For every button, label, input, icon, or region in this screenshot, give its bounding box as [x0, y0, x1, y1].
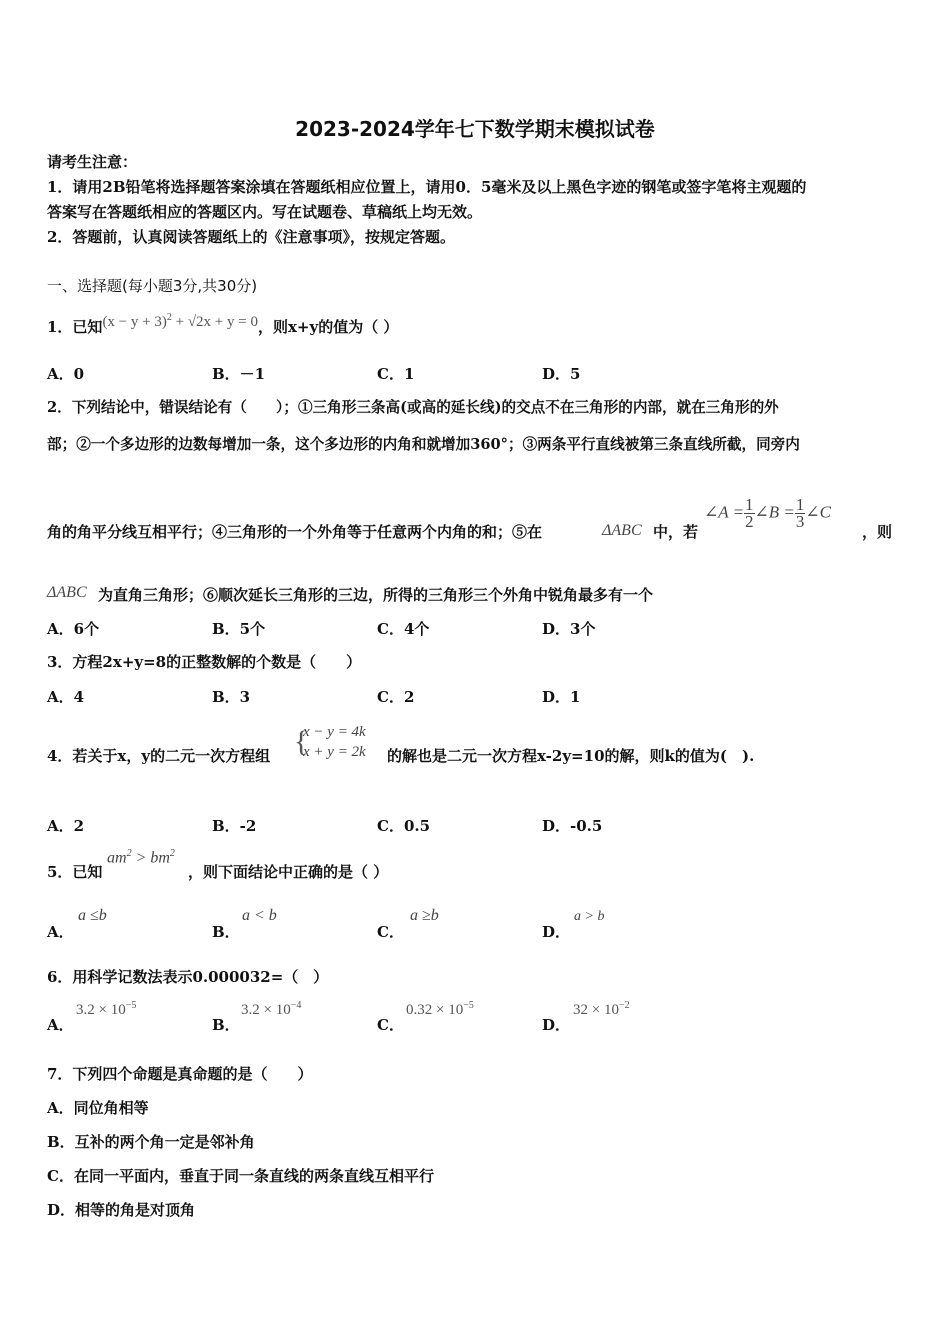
q3-stem: 3．方程2x+y=8的正整数解的个数是（ ） [47, 653, 362, 671]
left-brace-icon: { [294, 725, 309, 758]
q2-line-3-mid: 中，若 [653, 523, 699, 541]
q1-suffix: ，则x+y的值为（ ） [257, 318, 399, 336]
q5-condition: $am^2 > bm^2$ [107, 848, 175, 867]
q2-triangle-label-2: ΔABC [47, 584, 87, 601]
q6-option-d-expr[interactable]: $32 \times 10^{-2}$ [573, 1000, 630, 1018]
q5-option-d-label[interactable]: D． [542, 923, 571, 941]
q2-triangle-label: ΔABC [602, 522, 642, 539]
q2-line-3 [47, 522, 542, 542]
q6-stem: 6．用科学记数法表示0.000032=（ ） [47, 968, 329, 986]
q1-option-d[interactable]: D．5 [542, 365, 581, 383]
q2-option-a[interactable]: A．6个 [47, 620, 100, 638]
q5-option-a-expr[interactable]: a ≤b [78, 907, 107, 924]
q2-option-c[interactable]: C．4个 [377, 620, 430, 638]
q2-option-d[interactable]: D．3个 [542, 620, 596, 638]
q7-stem: 7．下列四个命题是真命题的是（ ） [47, 1065, 313, 1083]
q3-option-b[interactable]: B．3 [212, 688, 251, 706]
q4-suffix: 的解也是二元一次方程x-2y=10的解，则k的值为( ). [387, 747, 755, 765]
notice-heading: 请考生注意： [47, 153, 138, 171]
q4-prefix: 4．若关于x，y的二元一次方程组 [47, 747, 271, 765]
q5-option-d-expr[interactable]: a > b [574, 909, 605, 924]
q1-option-b[interactable]: B．－1 [212, 365, 266, 383]
q4-equation-1: x − y = 4k [303, 724, 366, 740]
q2-line-2: 部；②一个多边形的边数每增加一条，这个多边形的内角和就增加360°；③两条平行直线被第三条直线所截，同旁内 [47, 436, 800, 453]
notice-line-1a: 1．请用2B铅笔将选择题答案涂填在答题纸相应位置上，请用0．5毫米及以上黑色字迹的钢笔或签字笔将主观题的 [47, 178, 807, 196]
q5-option-c-label[interactable]: C． [377, 923, 404, 941]
q3-option-a[interactable]: A．4 [47, 688, 85, 706]
q6-option-b-label[interactable]: B． [212, 1016, 240, 1034]
q5-option-b-expr[interactable]: a < b [242, 907, 277, 924]
q4-option-d[interactable]: D．-0.5 [542, 817, 603, 835]
q6-option-b-expr[interactable]: $3.2 \times 10^{-4}$ [241, 1000, 302, 1018]
q4-option-b[interactable]: B．-2 [212, 817, 257, 835]
q2-option-b[interactable]: B．5个 [212, 620, 266, 638]
q5-suffix: ，则下面结论中正确的是（ ） [188, 863, 389, 881]
question-1 [47, 314, 398, 338]
section-heading: 一、选择题(每小题3分,共30分) [47, 277, 258, 295]
q4-equation-2: x + y = 2k [303, 744, 366, 760]
q4-option-c[interactable]: C．0.5 [377, 817, 431, 835]
page-title: 2023-2024学年七下数学期末模拟试卷 [295, 117, 655, 141]
q1-option-a[interactable]: A．0 [47, 365, 85, 383]
q3-option-d[interactable]: D．1 [542, 688, 581, 706]
q2-line-3-suffix: ，则 [862, 523, 893, 541]
q2-line-3-prefix: 角的角平分线互相平行；④三角形的一个外角等于任意两个内角的和；⑤在 [47, 523, 543, 541]
q4-option-a[interactable]: A．2 [47, 817, 85, 835]
q2-angle-condition: ∠A = $\frac{1}{2}$ ∠B = $\frac{1}{3}$ ∠C [704, 495, 831, 531]
q7-option-a[interactable]: A．同位角相等 [47, 1099, 149, 1117]
q7-option-b[interactable]: B．互补的两个角一定是邻补角 [47, 1133, 255, 1151]
q6-option-c-expr[interactable]: $0.32 \times 10^{-5}$ [406, 1000, 474, 1018]
q6-option-a-label[interactable]: A． [47, 1016, 74, 1034]
q5-prefix: 5．已知 [47, 863, 103, 881]
q2-line-1: 2．下列结论中，错误结论有（ ）；①三角形三条高(或高的延长线)的交点不在三角形的内部，就在三角形的外 [47, 399, 779, 416]
q6-option-c-label[interactable]: C． [377, 1016, 404, 1034]
q5-option-a-label[interactable]: A． [47, 923, 74, 941]
q1-prefix: 1．已知 [47, 318, 103, 336]
q5-option-c-expr[interactable]: a ≥b [410, 907, 439, 924]
q3-option-c[interactable]: C．2 [377, 688, 415, 706]
q2-line-4: 为直角三角形；⑥顺次延长三角形的三边，所得的三角形三个外角中锐角最多有一个 [98, 586, 654, 604]
q7-option-d[interactable]: D．相等的角是对顶角 [47, 1201, 196, 1219]
q1-option-c[interactable]: C．1 [377, 365, 415, 383]
notice-line-1b: 答案写在答题纸相应的答题区内。写在试题卷、草稿纸上均无效。 [47, 203, 483, 221]
q5-option-b-label[interactable]: B． [212, 923, 240, 941]
q6-option-d-label[interactable]: D． [542, 1016, 571, 1034]
q1-equation: $(x - y + 3)^2 + √2x + y = 0$ [102, 312, 258, 330]
q6-option-a-expr[interactable]: $3.2 \times 10^{-5}$ [76, 1000, 137, 1018]
notice-line-2: 2．答题前，认真阅读答题纸上的《注意事项》，按规定答题。 [47, 228, 455, 246]
q7-option-c[interactable]: C．在同一平面内，垂直于同一条直线的两条直线互相平行 [47, 1167, 434, 1185]
